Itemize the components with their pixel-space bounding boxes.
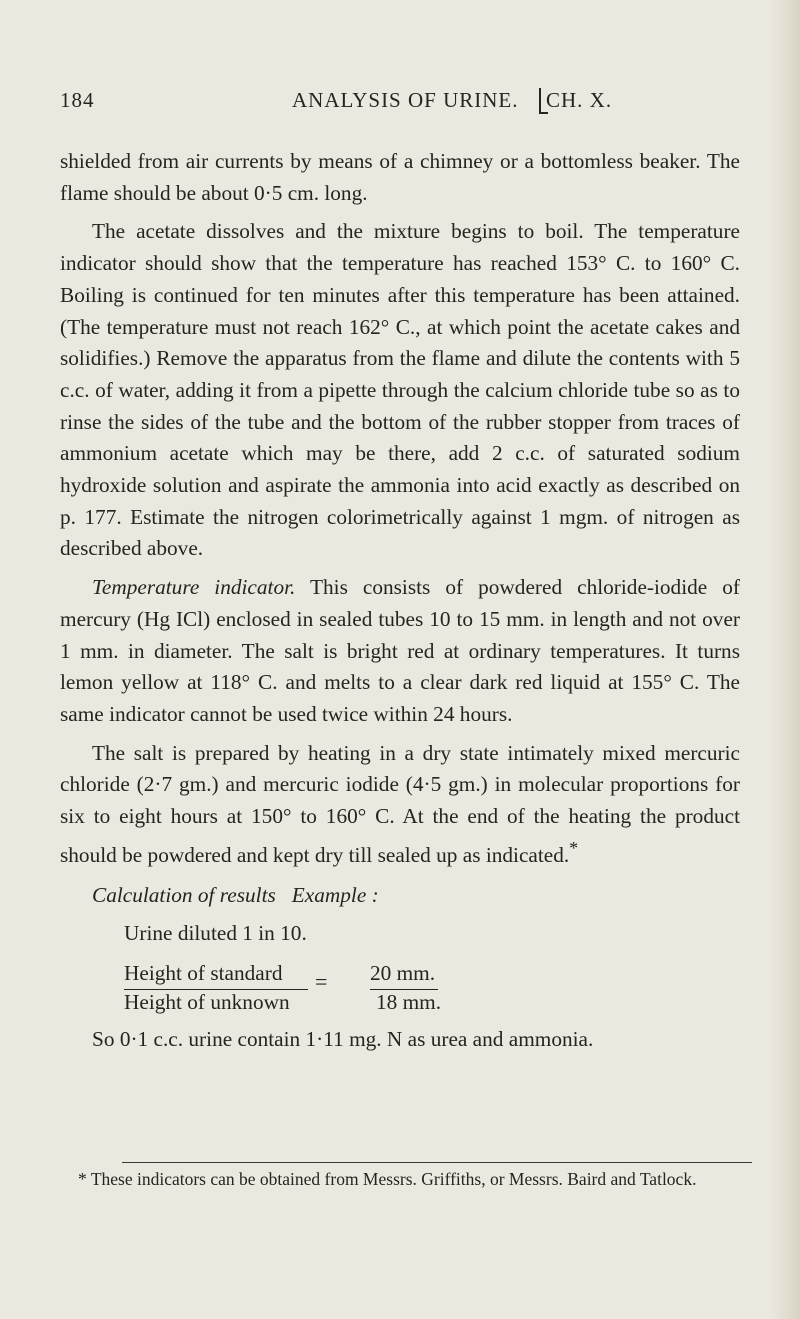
denominator-label: Height of unknown <box>124 989 290 1014</box>
footnote-rule <box>122 1162 752 1163</box>
denominator-value: 18 mm. <box>376 989 442 1014</box>
temperature-indicator-text: This consists of powdered chloride-iodide of mercury (Hg ICl) enclosed in sealed tubes 10 to 15 mm. in length and not over 1 mm. in diameter. The salt is bright red at ordinary temperatures. It turns lemon yellow at 118° C. and melts to a clear dark red liquid at 155° C. The same indicator cannot be used twice within 24 hours. <box>60 575 740 726</box>
numerator-value: 20 mm. <box>370 960 436 985</box>
temperature-indicator-heading: Temperature indicator. <box>92 575 296 600</box>
calculation-section <box>60 880 740 1056</box>
calculation-title: Calculation of results <box>92 882 276 907</box>
height-ratio-fraction <box>124 956 740 1018</box>
footnote-text: These indicators can be obtained from Messrs. Griffiths, or Messrs. Baird and Tatlock. <box>90 1169 697 1189</box>
calculation-result: So 0·1 c.c. urine contain 1·11 mg. N as urea and ammonia. <box>92 1026 594 1051</box>
footnote <box>60 1166 750 1192</box>
page-edge-shadow <box>770 0 800 1319</box>
footnote-marker: * <box>78 1169 87 1189</box>
page-header <box>60 88 750 122</box>
paragraph-procedure: The acetate dissolves and the mixture begins to boil. The temperature indicator should show that the temperature has reached 153° C. to 160° C. Boiling is continued for ten minutes after this temperature has been attained. (The temperature must not reach 162° C., at which point the acetate cakes and solidifies.) Remove the apparatus from the flame and dilute the contents with 5 c.c. of water, adding it from a pipette through the calcium chloride tube so as to rinse the sides of the tube and the bottom of the rubber stopper from traces of ammonium acetate which may be there, add 2 c.c. of saturated sodium hydroxide solution and aspirate the ammonia into acid exactly as described on p. 177. Estimate the nitrogen colorimetrically against 1 mgm. of nitrogen as described above. <box>60 219 740 561</box>
running-title: ANALYSIS OF URINE. <box>292 88 519 112</box>
numerator-label: Height of standard <box>124 960 283 985</box>
dilution-line: Urine diluted 1 in 10. <box>124 920 307 945</box>
salt-preparation-text: The salt is prepared by heating in a dry state intimately mixed mercuric chloride (2·7 gm.) and mercuric iodide (4·5 gm.) in molecular proportions for six to eight hours at 150° to 160° C. At the end of the heating the product should be powdered and kept dry till sealed up as indicated. <box>60 740 740 867</box>
paragraph-temperature-indicator <box>60 572 740 731</box>
page-body <box>60 146 740 1055</box>
footnote-reference: * <box>569 837 579 858</box>
calculation-heading <box>60 880 740 918</box>
example-label: Example : <box>291 882 379 907</box>
equals-sign: = <box>315 968 328 994</box>
page-number: 184 <box>60 88 95 112</box>
paragraph-continued: shielded from air currents by means of a chimney or a bottomless beaker. The flame should be about 0·5 cm. long. <box>60 149 740 205</box>
chapter-label: CH. X. <box>546 88 613 112</box>
paragraph-salt-preparation <box>60 738 740 872</box>
